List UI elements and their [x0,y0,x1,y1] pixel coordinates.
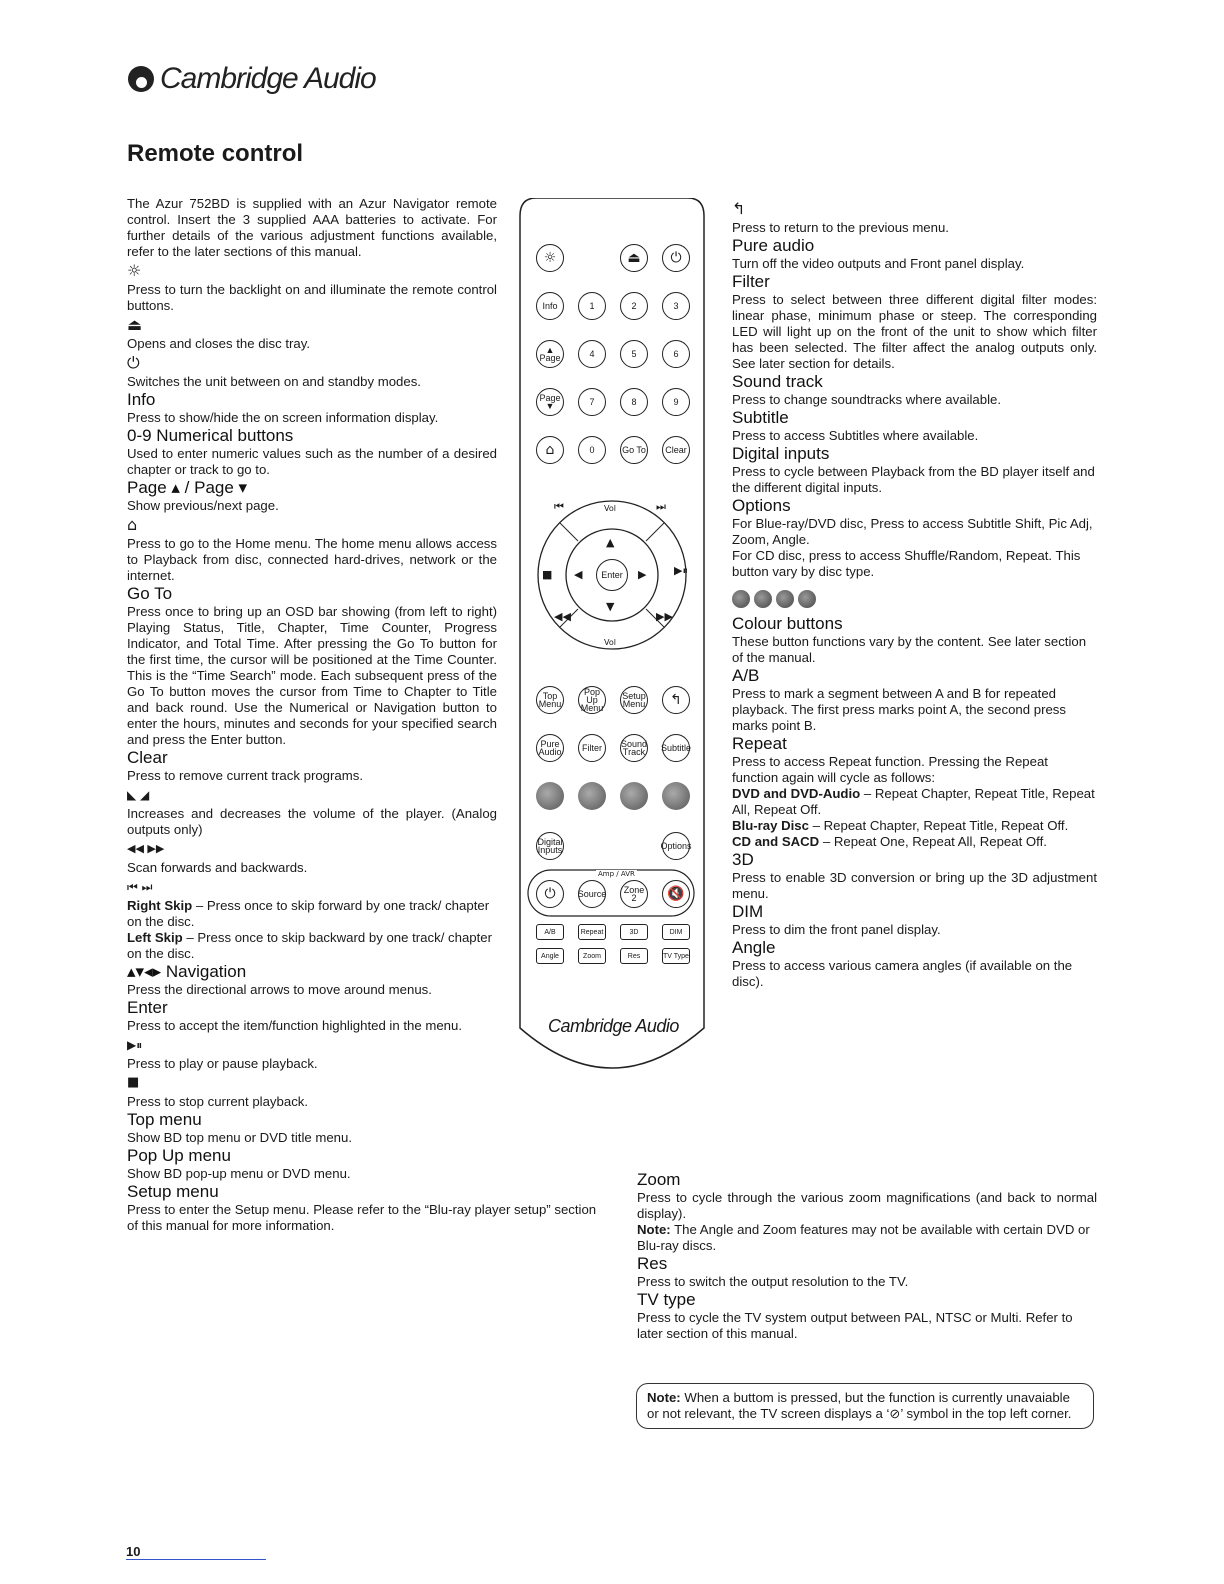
page-down-button[interactable]: Page ▼ [536,388,564,416]
scan-forward-button[interactable]: ▶▶ [656,610,673,623]
remote-brand-logo: Cambridge Audio [548,1016,679,1036]
page-heading: Page ▴ / Page ▾ [127,478,248,497]
goto-text: Press once to bring up an OSD bar showing (from left to right) Playing Status, Title, Chapter, Time Counter, Progress Indicator, and Total Time. After pressing the Go To button for the first time, the cursor will be positioned at the Time Counter. This is the “Time Search” mode. Each subsequent press of the Go To button moves the cursor from Time to Chapter to Title and back round. Use the Numerical or Navigation button to enter the hours, minutes and seconds for your specified search and press the Enter button. [127,604,497,747]
enter-button[interactable]: Enter [596,559,628,591]
home-text: Press to go to the Home menu. The home menu allows access to Playback from disc, connected hard-drives, network or the internet. [127,536,497,583]
digital-inputs-text: Press to cycle between Playback from the BD player itself and the different digital inputs. [732,464,1095,495]
left-skip-text [127,930,497,962]
right-column [732,198,1097,990]
vol-up-button[interactable]: Vol [604,504,616,513]
angle-text: Press to access various camera angles (if available on the disc). [732,958,1073,989]
repeat-dvd-desc: – Repeat Chapter, Repeat Title, Repeat All, Repeat Off. [732,786,1095,817]
right-skip-desc: – Press once to skip forward by one track/ chapter on the disc. [127,898,490,929]
pure-audio-heading: Pure audio [732,236,815,255]
angle-heading: Angle [732,938,776,957]
colour-swatches [732,590,1097,612]
num-7-button[interactable]: 7 [578,388,606,416]
colour-swatch-1 [732,590,750,608]
setup-menu-heading: Setup menu [127,1182,219,1201]
eject-icon: ⏏ [127,315,143,334]
sound-track-heading: Sound track [732,372,823,391]
sound-track-button[interactable]: Sound Track [620,734,648,762]
filter-heading: Filter [732,272,770,291]
zoom-note [637,1222,1097,1254]
repeat-bd [732,818,1097,834]
repeat-dvd-label: DVD and DVD-Audio [732,786,861,801]
stop-button[interactable]: ■ [542,568,553,581]
bottom-column [637,1170,1097,1342]
repeat-bd-desc: – Repeat Chapter, Repeat Title, Repeat Off. [808,818,1069,833]
home-button-icon: ⌂ [545,442,555,458]
nav-up-button[interactable]: ▲ [606,536,615,549]
dim-heading: DIM [732,902,764,921]
dim-text: Press to dim the front panel display. [732,922,941,937]
num-1-button[interactable]: 1 [578,292,606,320]
res-text: Press to switch the output resolution to the TV. [637,1274,909,1289]
zoom-button[interactable]: Zoom [578,948,606,964]
colour-button-2[interactable] [578,782,606,810]
power-button[interactable] [662,244,690,272]
popup-menu-button[interactable]: Pop Up Menu [578,686,606,714]
return-button[interactable] [662,686,690,714]
note-box-text: When a buttom is pressed, but the function is currently unavaiable or not relevant, the TV screen displays a ‘⊘’ symbol in the top left corner. [647,1390,1072,1421]
subtitle-button[interactable]: Subtitle [662,734,690,762]
skip-forward-button[interactable]: ⏭ [656,500,666,513]
repeat-text: Press to access Repeat function. Pressing the Repeat function again will cycle as follows: [732,754,1048,785]
subtitle-text: Press to access Subtitles where available. [732,428,979,443]
num-8-button[interactable]: 8 [620,388,648,416]
remote-outline [518,198,706,1076]
power-icon: ⏻ [127,353,140,372]
volume-text: Increases and decreases the volume of the player. (Analog outputs only) [127,806,497,837]
mute-button[interactable] [662,880,690,908]
enter-heading: Enter [127,998,168,1017]
options-text-1: For Blue-ray/DVD disc, Press to access Subtitle Shift, Pic Adj, Zoom, Angle. [732,516,1093,547]
navigation-heading: ▴▾◂▸ Navigation [127,962,247,981]
backlight-text: Press to turn the backlight on and illuminate the remote control buttons. [127,282,497,313]
nav-down-button[interactable]: ▼ [606,600,615,613]
setup-menu-button[interactable]: Setup Menu [620,686,648,714]
top-menu-text: Show BD top menu or DVD title menu. [127,1130,353,1145]
clear-heading: Clear [127,748,168,767]
colour-swatch-4 [798,590,816,608]
filter-button[interactable]: Filter [578,734,606,762]
page-text: Show previous/next page. [127,498,279,513]
repeat-cd [732,834,1097,850]
3d-text: Press to enable 3D conversion or bring up the 3D adjustment menu. [732,870,1097,901]
play-pause-text: Press to play or pause playback. [127,1056,318,1071]
source-button[interactable]: Source [578,880,606,908]
stop-text: Press to stop current playback. [127,1094,309,1109]
num-3-button[interactable]: 3 [662,292,690,320]
backlight-button[interactable] [536,244,564,272]
ab-heading: A/B [732,666,760,685]
goto-heading: Go To [127,584,173,603]
subtitle-heading: Subtitle [732,408,789,427]
options-button[interactable]: Options [662,832,690,860]
popup-menu-text: Show BD pop-up menu or DVD menu. [127,1166,351,1181]
setup-menu-text: Press to enter the Setup menu. Please refer to the “Blu-ray player setup” section of this manual for more information. [127,1202,597,1233]
info-button[interactable]: Info [536,292,564,320]
scan-back-button[interactable]: ◀◀ [554,610,571,623]
backlight-icon: ☼ [127,261,142,280]
num-5-button[interactable]: 5 [620,340,648,368]
return-icon: ↰ [732,199,746,218]
amp-power-button[interactable] [536,880,564,908]
mute-icon: 🔇 [667,886,685,902]
power-button-icon: ⏻ [670,250,682,266]
filter-text: Press to select between three different digital filter modes: linear phase, minimum phase or steep. The corresponding LED will light up on the front of the unit to show which filter has been selected. The filter affect the analog outputs only. See later section for details. [732,292,1097,371]
repeat-dvd [732,786,1097,818]
digital-inputs-button[interactable]: Digital Inputs [536,832,564,860]
colour-swatch-2 [754,590,772,608]
right-skip-text [127,898,497,930]
logo-mark-icon [128,66,154,92]
colour-button-1[interactable] [536,782,564,810]
page-number-rule [126,1559,266,1560]
eject-button-icon: ⏏ [627,250,641,266]
remote-control-diagram [518,198,706,1076]
page-up-button[interactable]: ▲ Page [536,340,564,368]
num-0-button[interactable]: 0 [578,436,606,464]
enter-text: Press to accept the item/function highlighted in the menu. [127,1018,463,1033]
vol-down-button[interactable]: Vol [604,638,616,647]
num-2-button[interactable]: 2 [620,292,648,320]
left-skip-label: Left Skip [127,930,183,945]
skip-icon: ⏮ ⏭ [127,880,153,894]
goto-button[interactable]: Go To [620,436,648,464]
colour-button-4[interactable] [662,782,690,810]
power-text: Switches the unit between on and standby modes. [127,374,421,389]
numerical-text: Used to enter numeric values such as the number of a desired chapter or track to go to. [127,446,497,477]
zoom-note-desc: The Angle and Zoom features may not be available with certain DVD or Blu-ray discs. [637,1222,1090,1253]
page-title: Remote control [127,140,304,167]
3d-heading: 3D [732,850,754,869]
ab-text: Press to mark a segment between A and B for repeated playback. The first press marks point A, the second press marks point B. [732,686,1066,733]
clear-button[interactable]: Clear [662,436,690,464]
page-number: 10 [126,1544,141,1559]
colour-buttons-text: These button functions vary by the content. See later section of the manual. [732,634,1087,665]
num-9-button[interactable]: 9 [662,388,690,416]
info-heading: Info [127,390,156,409]
tv-type-button[interactable]: TV Type [662,948,690,964]
amp-avr-label: Amp / AVR [598,870,635,878]
colour-swatch-3 [776,590,794,608]
pure-audio-button[interactable]: Pure Audio [536,734,564,762]
dim-button[interactable]: DIM [662,924,690,940]
clear-text: Press to remove current track programs. [127,768,363,783]
note-box-label: Note: [647,1390,681,1405]
repeat-button[interactable]: Repeat [578,924,606,940]
brand-logo: Cambridge Audio [128,62,376,96]
scan-text: Scan forwards and backwards. [127,860,308,875]
repeat-cd-desc: – Repeat One, Repeat All, Repeat Off. [819,834,1047,849]
angle-button[interactable]: Angle [536,948,564,964]
navigation-text: Press the directional arrows to move around menus. [127,982,432,997]
digital-inputs-heading: Digital inputs [732,444,830,463]
pure-audio-text: Turn off the video outputs and Front panel display. [732,256,1025,271]
eject-button[interactable] [620,244,648,272]
nav-left-button[interactable]: ◀ [574,568,583,581]
home-button[interactable] [536,436,564,464]
nav-right-button[interactable]: ▶ [638,568,647,581]
popup-menu-heading: Pop Up menu [127,1146,231,1165]
res-heading: Res [637,1254,668,1273]
zoom-note-label: Note: [637,1222,671,1237]
play-pause-button[interactable]: ▶⏸ [674,564,688,577]
num-6-button[interactable]: 6 [662,340,690,368]
intro-text: The Azur 752BD is supplied with an Azur Navigator remote control. Insert the 3 supplied AAA batteries to activate. For further details of the various adjustment functions available, refer to the later sections of this manual. [127,196,497,259]
note-box [636,1383,1094,1429]
repeat-bd-label: Blu-ray Disc [732,818,809,833]
top-menu-heading: Top menu [127,1110,202,1129]
numerical-heading: 0-9 Numerical buttons [127,426,294,445]
backlight-button-icon: ☼ [543,250,557,266]
ab-button[interactable]: A/B [536,924,564,940]
options-heading: Options [732,496,791,515]
right-skip-label: Right Skip [127,898,193,913]
scan-icon: ◀◀ ▶▶ [127,842,165,855]
repeat-heading: Repeat [732,734,787,753]
options-text-2: For CD disc, press to access Shuffle/Random, Repeat. This button vary by disc type. [732,548,1081,579]
skip-back-button[interactable]: ⏮ [554,500,564,513]
return-button-icon: ↰ [670,692,682,708]
sound-track-text: Press to change soundtracks where available. [732,392,1002,407]
home-icon: ⌂ [127,515,138,534]
stop-icon: ■ [127,1075,140,1090]
res-button[interactable]: Res [620,948,648,964]
colour-button-3[interactable] [620,782,648,810]
repeat-cd-label: CD and SACD [732,834,820,849]
volume-icon: ◣ ◢ [127,788,150,802]
zone2-button[interactable]: Zone 2 [620,880,648,908]
zoom-heading: Zoom [637,1170,681,1189]
return-text: Press to return to the previous menu. [732,220,949,235]
info-text: Press to show/hide the on screen information display. [127,410,439,425]
zoom-text: Press to cycle through the various zoom magnifications (and back to normal display). [637,1190,1097,1221]
colour-buttons-heading: Colour buttons [732,614,843,633]
tv-type-text: Press to cycle the TV system output between PAL, NTSC or Multi. Refer to later section of this manual. [637,1310,1073,1341]
amp-power-icon: ⏻ [544,886,556,902]
tv-type-heading: TV type [637,1290,696,1309]
3d-button[interactable]: 3D [620,924,648,940]
eject-text: Opens and closes the disc tray. [127,336,311,351]
play-pause-icon: ▶⏸ [127,1038,143,1052]
top-menu-button[interactable]: Top Menu [536,686,564,714]
left-skip-desc: – Press once to skip backward by one track/ chapter on the disc. [127,930,493,961]
num-4-button[interactable]: 4 [578,340,606,368]
